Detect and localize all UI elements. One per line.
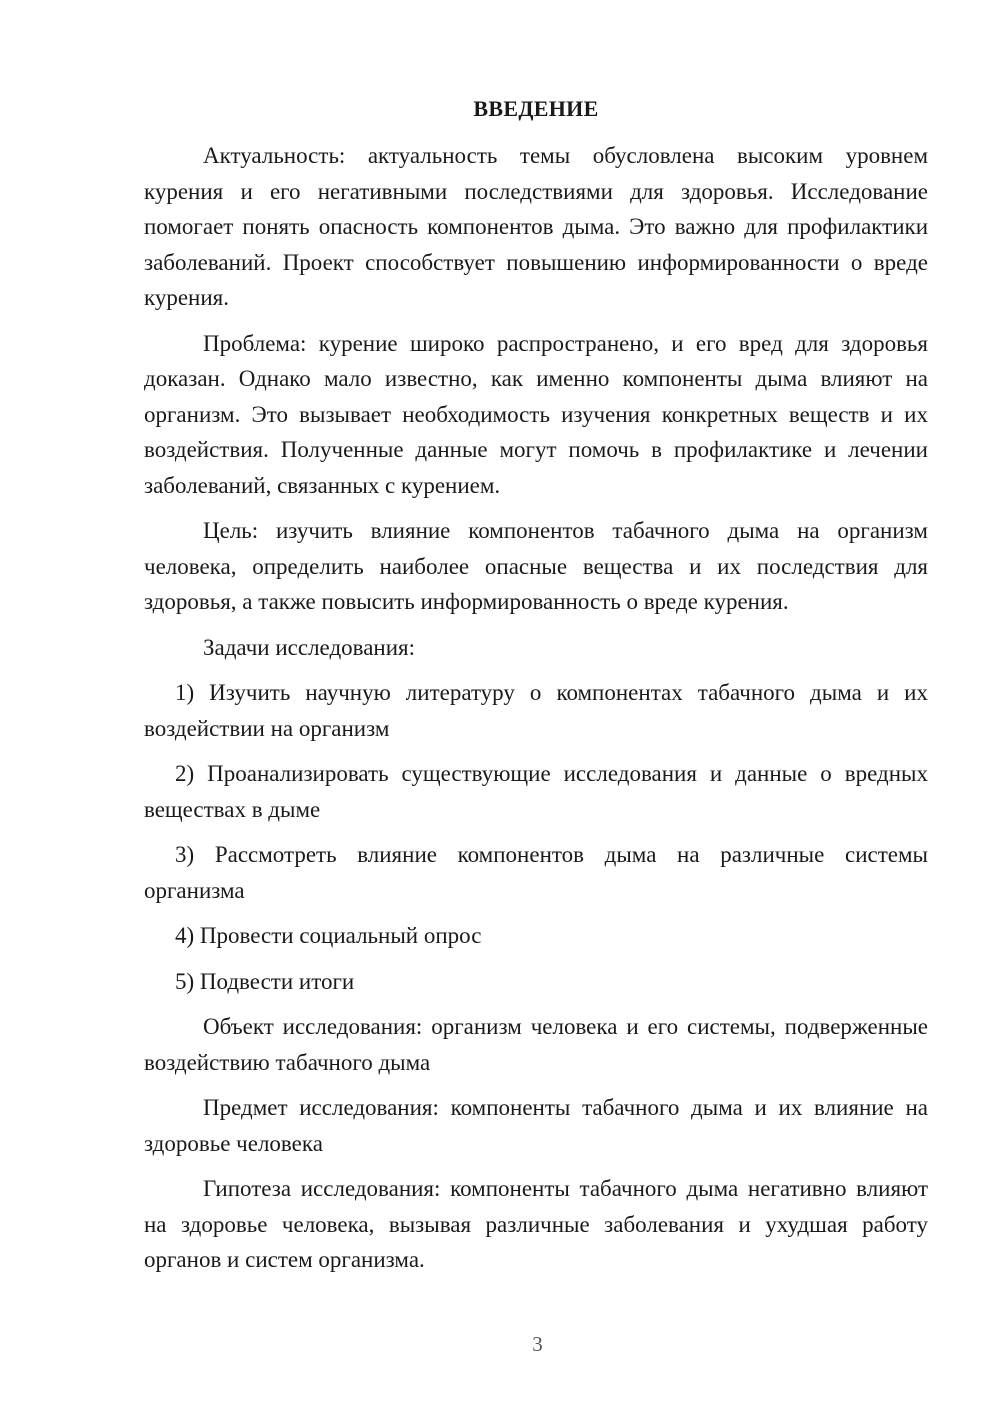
paragraph-problem: Проблема: курение широко распространено, и его вред для здоровья доказан. Однако мало известно, как именно компоненты дыма влияют на организм. Это вызывает необходимость изучения конкретных веществ и их воздействия. Полученные данные могут помочь в профилактике и лечении заболеваний, связанных с курением. — [144, 330, 928, 498]
list-item-task-2: 2) Проанализировать существующие исследования и данные о вредных веществах в дыме — [144, 761, 928, 822]
list-item-task-1: 1) Изучить научную литературу о компонентах табачного дыма и их воздействии на организм — [144, 680, 928, 741]
list-item-task-4: 4) Провести социальный опрос — [175, 923, 482, 948]
paragraph-relevance: Актуальность: актуальность темы обусловлена высоким уровнем курения и его негативными последствиями для здоровья. Исследование помогает понять опасность компонентов дыма. Это важно для профилактики заболеваний. Проект способствует повышению информированности о вреде курения. — [144, 143, 928, 310]
list-item-task-3: 3) Рассмотреть влияние компонентов дыма на различные системы организма — [144, 842, 928, 903]
tasks-heading: Задачи исследования: — [203, 634, 416, 660]
page-number: 3 — [532, 1332, 543, 1356]
page-title: ВВЕДЕНИЕ — [473, 96, 599, 121]
tasks-list — [144, 675, 928, 999]
page-body — [144, 94, 928, 1288]
list-item-task-5: 5) Подвести итоги — [175, 968, 355, 994]
paragraph-object: Объект исследования: организм человека и его системы, подверженные воздействию табачного дыма — [144, 1014, 928, 1075]
paragraph-subject: Предмет исследования: компоненты табачного дыма и их влияние на здоровье человека — [144, 1095, 928, 1156]
paragraph-hypothesis: Гипотеза исследования: компоненты табачного дыма негативно влияют на здоровье человека, вызывая различные заболевания и ухудшая работу органов и систем организма. — [144, 1176, 928, 1272]
paragraph-goal: Цель: изучить влияние компонентов табачного дыма на организм человека, определить наиболее опасные вещества и их последствия для здоровья, а также повысить информированность о вреде курения. — [144, 518, 928, 614]
